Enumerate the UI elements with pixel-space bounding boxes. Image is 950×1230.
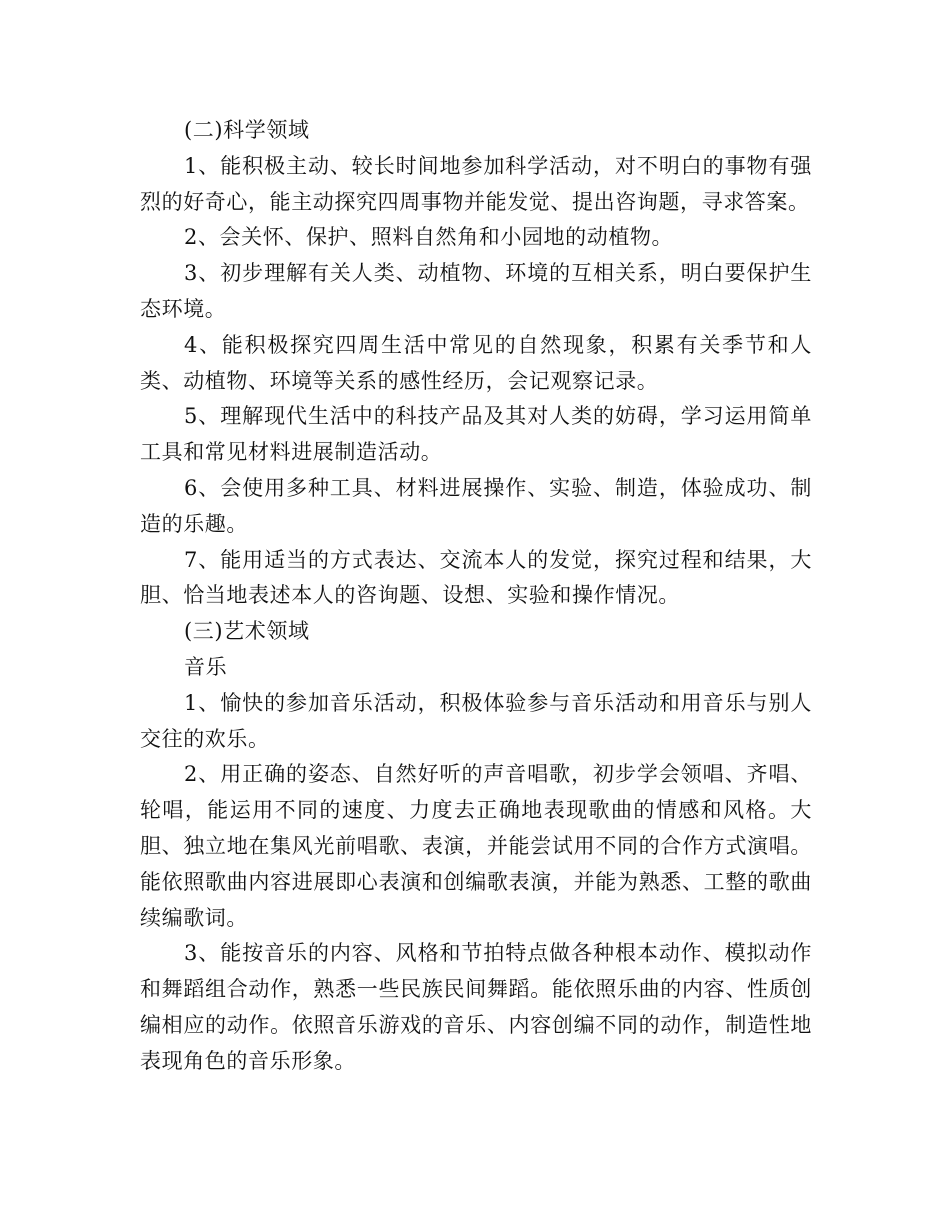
section-heading-science: (二)科学领域 bbox=[184, 118, 310, 142]
paragraph-science-7: 7、能用适当的方式表达、交流本人的发觉，探究过程和结果，大胆、恰当地表述本人的咨询题、设想、实验和操作情况。 bbox=[140, 547, 812, 608]
document-body bbox=[140, 113, 812, 1080]
paragraph-science-2: 2、会关怀、保护、照料自然角和小园地的动植物。 bbox=[184, 225, 674, 250]
paragraph-science-6: 6、会使用多种工具、材料进展操作、实验、制造，体验成功、制造的乐趣。 bbox=[140, 475, 812, 536]
paragraph-music-2: 2、用正确的姿态、自然好听的声音唱歌，初步学会领唱、齐唱、轮唱，能运用不同的速度、力度去正确地表现歌曲的情感和风格。大胆、独立地在集风光前唱歌、表演，并能尝试用不同的合作方式演唱。能依照歌曲内容进展即心表演和创编歌表演，并能为熟悉、工整的歌曲续编歌词。 bbox=[140, 762, 812, 930]
paragraph-science-1: 1、能积极主动、较长时间地参加科学活动，对不明白的事物有强烈的好奇心，能主动探究四周事物并能发觉、提出咨询题，寻求答案。 bbox=[140, 153, 812, 214]
section-heading-art: (三)艺术领域 bbox=[184, 619, 310, 644]
subheading-music: 音乐 bbox=[184, 654, 228, 679]
paragraph-science-3: 3、初步理解有关人类、动植物、环境的互相关系，明白要保护生态环境。 bbox=[140, 261, 812, 321]
paragraph-music-3: 3、能按音乐的内容、风格和节拍特点做各种根本动作、模拟动作和舞蹈组合动作，熟悉一些民族民间舞蹈。能依照乐曲的内容、性质创编相应的动作。依照音乐游戏的音乐、内容创编不同的动作，制造性地表现角色的音乐形象。 bbox=[140, 941, 812, 1073]
paragraph-music-1: 1、愉快的参加音乐活动，积极体验参与音乐活动和用音乐与别人交往的欢乐。 bbox=[140, 690, 812, 751]
paragraph-science-4: 4、能积极探究四周生活中常见的自然现象，积累有关季节和人类、动植物、环境等关系的感性经历，会记观察记录。 bbox=[140, 332, 812, 393]
paragraph-science-5: 5、理解现代生活中的科技产品及其对人类的妨碍，学习运用简单工具和常见材料进展制造活动。 bbox=[140, 404, 812, 465]
